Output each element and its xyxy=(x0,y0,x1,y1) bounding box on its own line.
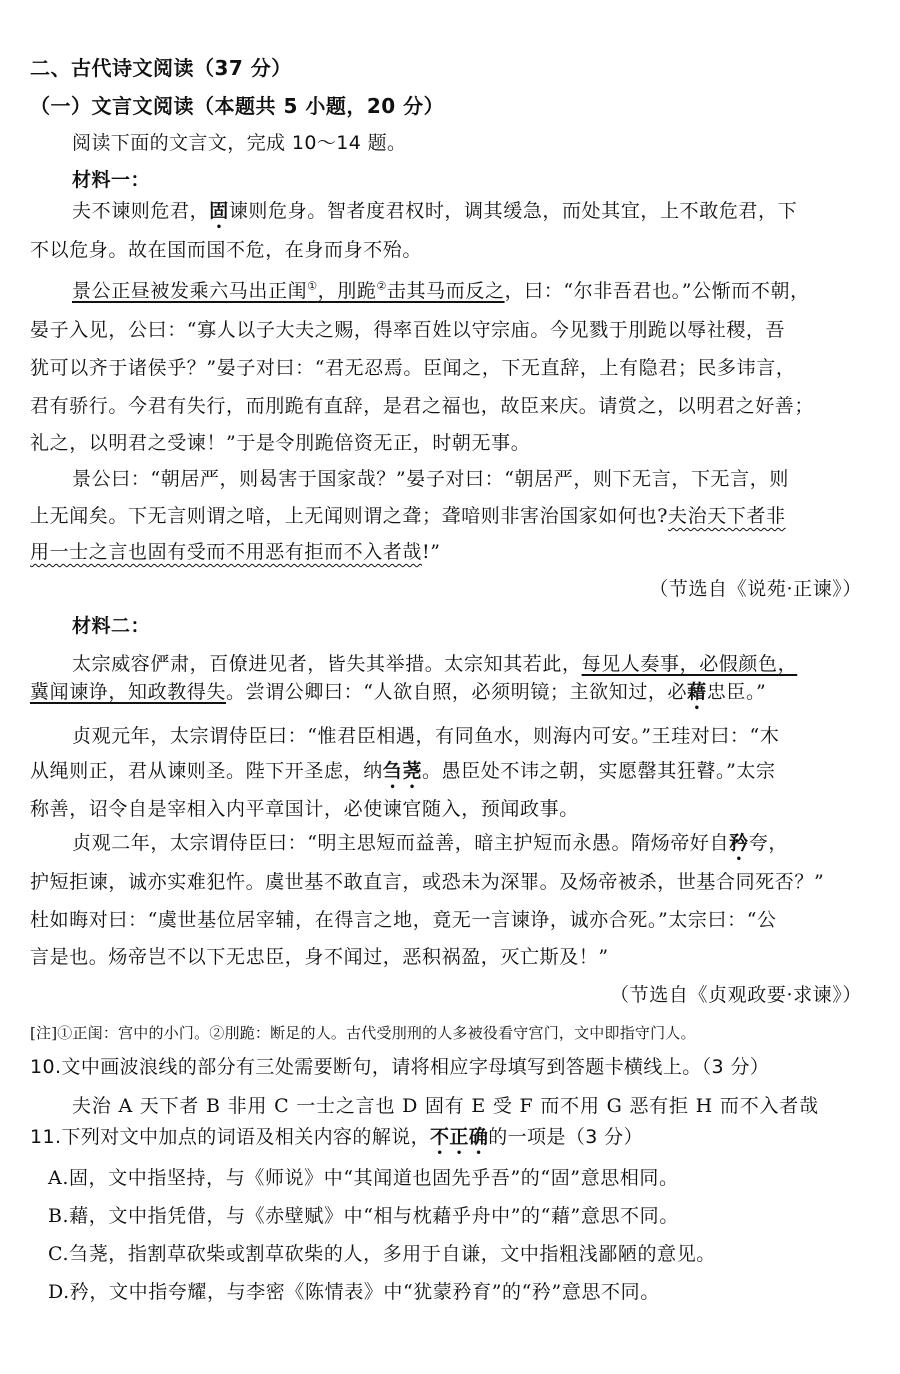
text: 击其马而反之 xyxy=(386,280,505,302)
underlined-sentence xyxy=(72,280,505,302)
m2-p3-line1 xyxy=(72,831,788,865)
dotted-word-jie: 藉 xyxy=(687,681,707,703)
dotted-word-jin: 矜 xyxy=(729,832,749,854)
footnote: [注]①正闺：宫中的小门。②刖跪：断足的人。古代受刖刑的人多被役看守宫门，文中即指守门人。 xyxy=(30,1024,696,1042)
m2-p2-line2 xyxy=(30,759,776,793)
dotted-word-gu: 固 xyxy=(209,200,229,222)
dotted-word-churao: 刍荛 xyxy=(382,760,423,782)
material1-label: 材料一： xyxy=(72,169,151,191)
text: !” xyxy=(422,541,441,563)
text: 。尝谓公卿曰：“人欲自照，必须明镜；主欲知过，必 xyxy=(226,681,688,703)
m1-p2-line1 xyxy=(72,279,810,303)
text: 夸， xyxy=(748,832,788,854)
question-11-option-c: C.刍荛，指割草砍柴或割草砍柴的人，多用于自谦，文中指粗浅鄙陋的意见。 xyxy=(48,1243,716,1265)
m1-p2-line5: 礼之，以明君之受谏！”于是令刖跪倍资无正，时朝无事。 xyxy=(30,432,531,454)
m2-p3-line4: 言是也。炀帝岂不以下无忠臣，身不闻过，恶积祸盈，灭亡斯及！” xyxy=(30,946,609,968)
dotted-emphasis-incorrect: 不正确 xyxy=(430,1126,489,1148)
material1-source: （节选自《说苑·正谏》） xyxy=(649,578,862,600)
question-11-option-a: A.固，文中指坚持，与《师说》中“其闻道也固先乎吾”的“固”意思相同。 xyxy=(48,1167,679,1189)
footnote-mark-1: ① xyxy=(307,279,318,293)
question-11-option-b: B.藉，文中指凭借，与《赤壁赋》中“相与枕藉乎舟中”的“藉”意思不同。 xyxy=(48,1205,679,1227)
question-11-option-d: D.矜，文中指夸耀，与李密《陈情表》中“犹蒙矜育”的“矜”意思不同。 xyxy=(48,1281,660,1303)
m1-p3-line1: 景公曰：“朝居严，则曷害于国家哉？”晏子对曰：“朝居严，则下无言，下无言，则 xyxy=(72,468,789,490)
material2-source: （节选自《贞观政要·求谏》） xyxy=(610,984,862,1006)
text: 上无闻矣。下无言则谓之喑，上无闻则谓之聋；聋喑则非害治国家如何也? xyxy=(30,505,668,527)
text: 11.下列对文中加点的词语及相关内容的解说， xyxy=(30,1126,431,1148)
text: 贞观二年，太宗谓侍臣曰：“明主思短而益善，暗主护短而永愚。隋炀帝好自 xyxy=(72,832,730,854)
m1-p2-line4: 君有骄行。今君有失行，而刖跪有直辞，是君之福也，故臣来庆。请赏之，以明君之好善； xyxy=(30,395,815,417)
m1-p1-line1 xyxy=(72,199,797,233)
wavy-underlined-text: 夫治天下者非 xyxy=(668,505,786,527)
question-11-stem xyxy=(30,1125,643,1159)
m1-p3-line3 xyxy=(30,540,441,564)
instruction: 阅读下面的文言文，完成 10～14 题。 xyxy=(72,132,407,154)
text: ，曰：“尔非吾君也。”公惭而不朝， xyxy=(504,280,810,302)
m2-p3-line2: 护短拒谏，诚亦实难犯忤。虞世基不敢直言，或恐未为深罪。及炀帝被杀，世基合同死否？” xyxy=(30,871,825,893)
m2-p3-line3: 杜如晦对曰：“虞世基位居宰辅，在得言之地，竟无一言谏诤，诚亦合死。”太宗曰：“公 xyxy=(30,909,777,931)
text: 。愚臣处不讳之朝，实愿罄其狂瞽。”太宗 xyxy=(422,760,776,782)
underlined-sentence: 冀闻谏诤，知政教得失 xyxy=(30,681,227,703)
footnote-mark-2: ② xyxy=(376,279,387,293)
text: 景公正昼被发乘六马出正闺 xyxy=(72,280,308,302)
m1-p2-line3: 犹可以齐于诸侯乎？”晏子对曰：“君无忍焉。臣闻之，下无直辞，上有隐君；民多讳言， xyxy=(30,357,796,379)
m2-p2-line3: 称善，诏令自是宰相入内平章国计，必使谏官随入，预闻政事。 xyxy=(30,798,579,820)
text: 的一项是（3 分） xyxy=(488,1126,643,1148)
text: 太宗威容俨肃，百僚进见者，皆失其举措。太宗知其若此， xyxy=(72,653,582,675)
text: 夫不谏则危君， xyxy=(72,200,210,222)
m2-p2-line1: 贞观元年，太宗谓侍臣曰：“惟君臣相遇，有同鱼水，则海内可安。”王珪对曰：“木 xyxy=(72,725,780,747)
text: ，刖跪 xyxy=(317,280,377,302)
section-title: 二、古代诗文阅读（37 分） xyxy=(30,56,292,80)
underlined-sentence: 每见人奏事，必假颜色， xyxy=(581,653,798,675)
text: 谏则危身。智者度君权时，调其缓急，而处其宜，上不敢危君，下 xyxy=(228,200,798,222)
m1-p2-line2: 晏子入见，公曰：“寡人以子大夫之赐，得率百姓以守宗庙。今见戮于刖跪以辱社稷，吾 xyxy=(30,319,786,341)
text: 忠臣。” xyxy=(706,681,767,703)
m2-p1-line2 xyxy=(30,680,766,714)
m2-p1-line1 xyxy=(72,652,797,676)
question-10-options: 夫治 A 天下者 B 非用 C 一士之言也 D 固有 E 受 F 而不用 G 恶有拒 H 而不入者哉 xyxy=(72,1095,819,1117)
wavy-underlined-text: 用一士之言也固有受而不用恶有拒而不入者哉 xyxy=(30,541,423,563)
subsection-title: （一）文言文阅读（本题共 5 小题，20 分） xyxy=(30,94,445,118)
question-10-stem: 10.文中画波浪线的部分有三处需要断句，请将相应字母填写到答题卡横线上。（3 分） xyxy=(30,1056,770,1078)
m1-p3-line2 xyxy=(30,504,786,528)
material2-label: 材料二： xyxy=(72,615,151,637)
m1-p1-line2: 不以危身。故在国而国不危，在身而身不殆。 xyxy=(30,239,423,261)
text: 从绳则正，君从谏则圣。陛下开圣虑，纳 xyxy=(30,760,383,782)
